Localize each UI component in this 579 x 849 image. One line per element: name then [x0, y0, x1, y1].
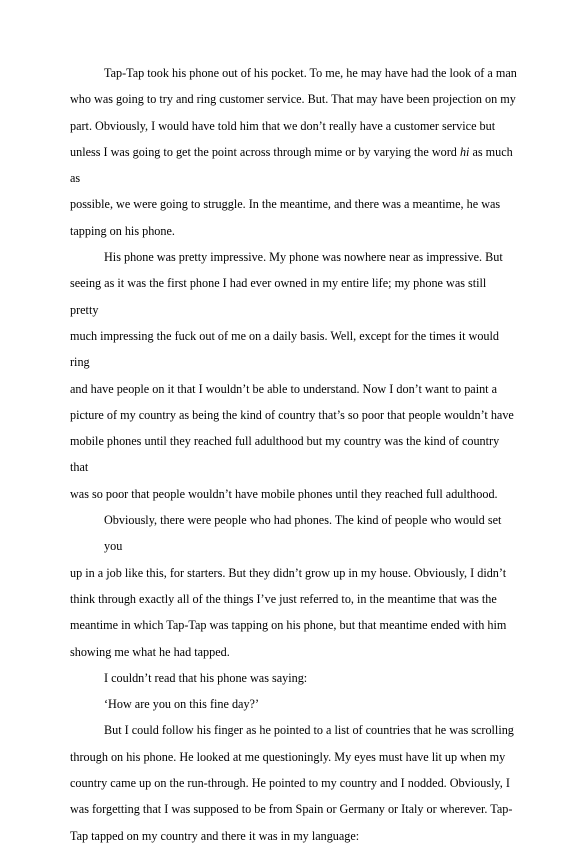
- paragraph-1: [70, 60, 517, 244]
- text-line: Tap-Tap took his phone out of his pocket. To me, he may have had the look of a man: [104, 66, 517, 80]
- text-line: think through exactly all of the things I’ve just referred to, in the meantime that was the: [70, 591, 497, 606]
- text-line: was so poor that people wouldn’t have mobile phones until they reached full adulthood.: [70, 486, 498, 501]
- text-line: through on his phone. He looked at me questioningly. My eyes must have lit up when my: [70, 749, 506, 764]
- text-line: But I could follow his finger as he pointed to a list of countries that he was scrolling: [104, 723, 514, 738]
- paragraph-2: [70, 244, 517, 507]
- text-line: up in a job like this, for starters. But they didn’t grow up in my house. Obviously, I didn’t: [70, 565, 507, 580]
- text-line: I couldn’t read that his phone was saying:: [104, 670, 308, 685]
- paragraph-3: [70, 507, 517, 665]
- text-line: tapping on his phone.: [70, 223, 175, 238]
- text-line: was forgetting that I was supposed to be from Spain or Germany or Italy or wherever. Tap-: [70, 802, 513, 817]
- text-line: ‘How are you on this fine day?’: [104, 697, 260, 712]
- paragraph-4: [70, 665, 517, 691]
- text-line: and have people on it that I wouldn’t be able to understand. Now I don’t want to paint a: [70, 381, 498, 396]
- text-line: country came up on the run-through. He pointed to my country and I nodded. Obviously, I: [70, 776, 510, 791]
- text-line: much impressing the fuck out of me on a daily basis. Well, except for the times it would ring: [70, 328, 499, 370]
- text-line: seeing as it was the first phone I had ever owned in my entire life; my phone was still pretty: [70, 276, 487, 317]
- text-line: meantime in which Tap-Tap was tapping on his phone, but that meantime ended with him: [70, 618, 507, 633]
- text-line: possible, we were going to struggle. In the meantime, and there was a meantime, he was: [70, 197, 501, 212]
- text-line: Obviously, there were people who had phones. The kind of people who would set you: [104, 513, 502, 554]
- body-text: [70, 60, 517, 849]
- text-line: showing me what he had tapped.: [70, 644, 230, 659]
- text-line: picture of my country as being the kind of country that’s so poor that people wouldn’t have: [70, 407, 514, 422]
- paragraph-6: [70, 717, 517, 848]
- text-line: part. Obviously, I would have told him that we don’t really have a customer service but: [70, 118, 496, 133]
- text-line: His phone was pretty impressive. My phone was nowhere near as impressive. But: [104, 250, 503, 265]
- text-line: unless I was going to get the point across through mime or by varying the word hi as much as: [70, 144, 513, 186]
- text-line: mobile phones until they reached full adulthood but my country was the kind of country that: [70, 434, 500, 475]
- text-line: who was going to try and ring customer service. But. That may have been projection on my: [70, 92, 516, 107]
- italic-word: hi: [459, 144, 470, 159]
- paragraph-5: [70, 691, 517, 717]
- text-line: Tap tapped on my country and there it was in my language:: [70, 828, 360, 843]
